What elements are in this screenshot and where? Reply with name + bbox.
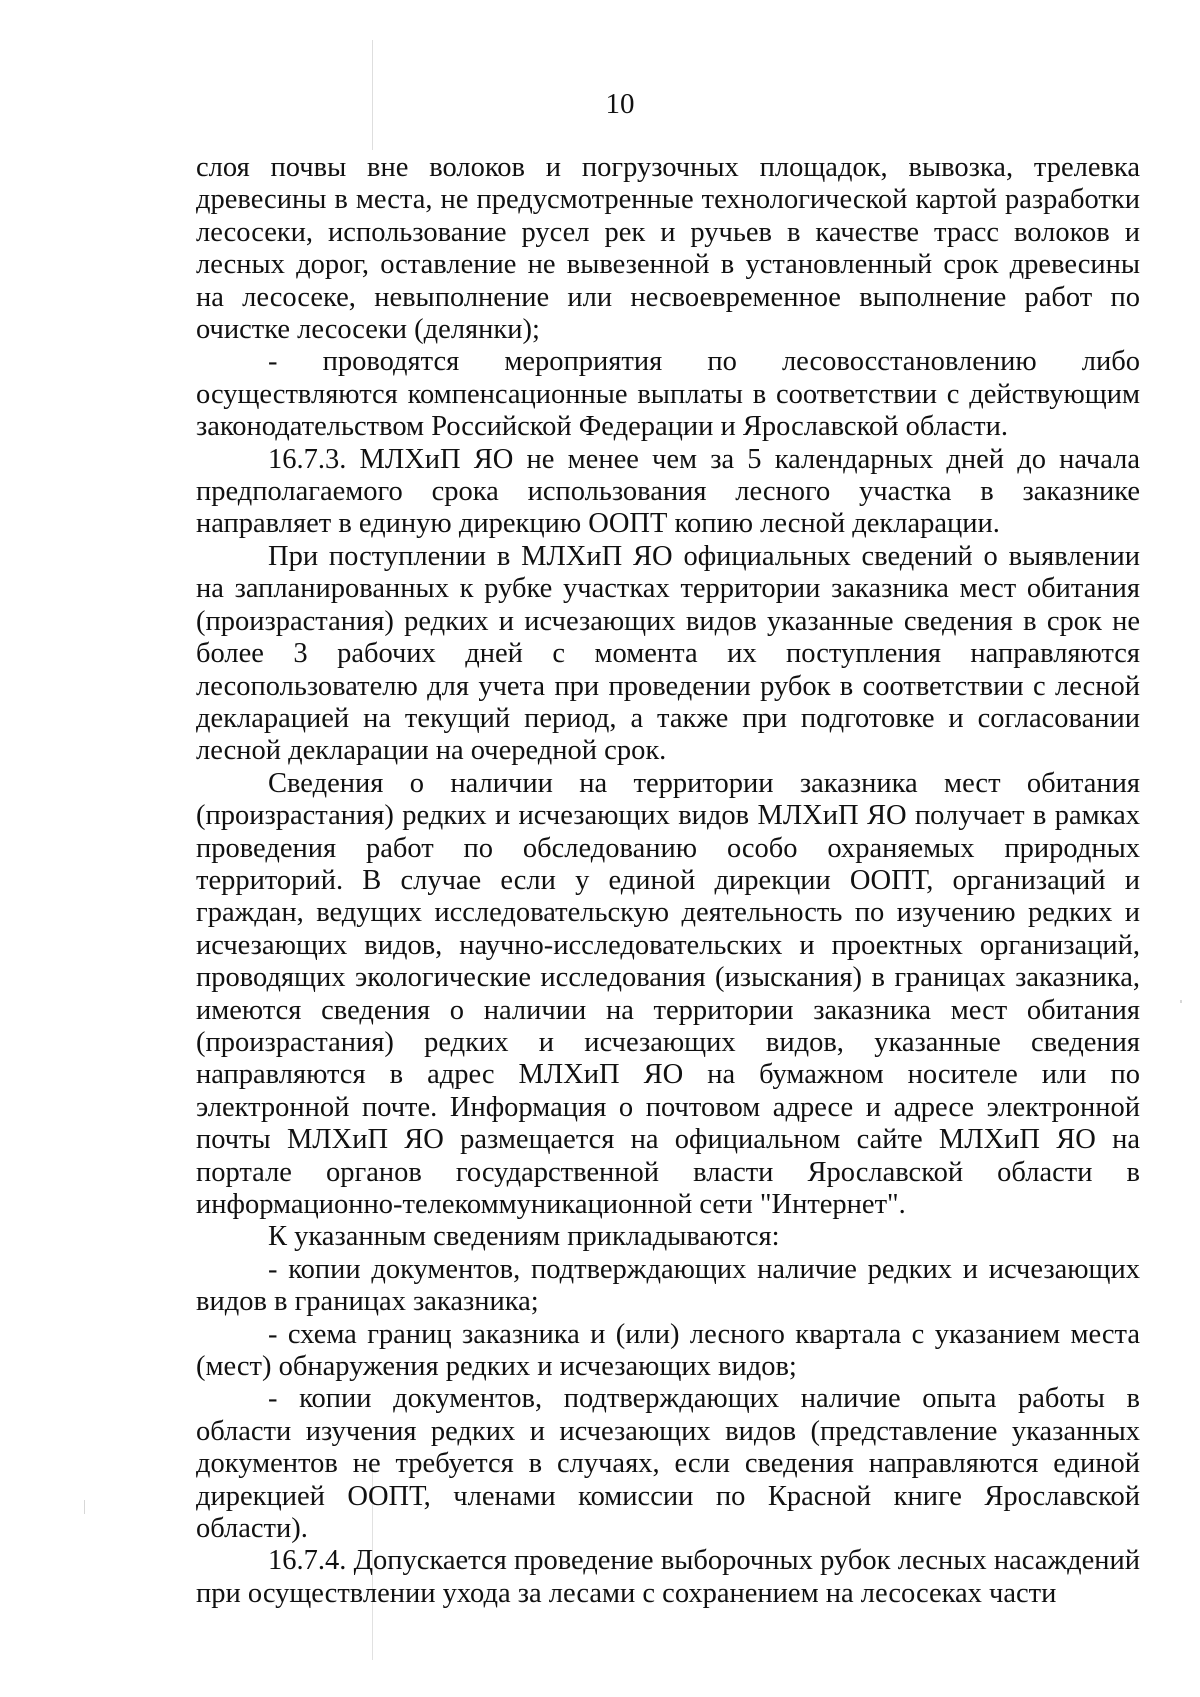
paragraph: 16.7.3. МЛХиП ЯО не менее чем за 5 календарных дней до начала предполагаемого срока использования лесного участка в заказнике направляет в единую дирекцию ООПТ копию лесной декларации. [196, 443, 1140, 540]
paragraph: слоя почвы вне волоков и погрузочных площадок, вывозка, трелевка древесины в места, не предусмотренные технологической картой разработки лесосеки, использование русел рек и ручьев в качестве трасс волоков и лесных дорог, оставление не вывезенной в установленный срок древесины на лесосеке, невыполнение или несвоевременное выполнение работ по очистке лесосеки (делянки); [196, 152, 1140, 346]
paragraph: При поступлении в МЛХиП ЯО официальных сведений о выявлении на запланированных к рубке участках территории заказника мест обитания (произрастания) редких и исчезающих видов указанные сведения в срок не более 3 рабочих дней с момента их поступления направляются лесопользователю для учета при проведении рубок в соответствии с лесной декларацией на текущий период, а также при подготовке и согласовании лесной декларации на очередной срок. [196, 540, 1140, 767]
paragraph: - копии документов, подтверждающих наличие опыта работы в области изучения редких и исчезающих видов (представление указанных документов не требуется в случаях, если сведения направляются единой дирекцией ООПТ, членами комиссии по Красной книге Ярославской области). [196, 1383, 1140, 1545]
page-number: 10 [605, 88, 635, 120]
paragraph: - копии документов, подтверждающих наличие редких и исчезающих видов в границах заказника; [196, 1253, 1140, 1318]
paragraph: К указанным сведениям прикладываются: [268, 1221, 780, 1253]
paragraph: Сведения о наличии на территории заказника мест обитания (произрастания) редких и исчезающих видов МЛХиП ЯО получает в рамках проведения работ по обследованию особо охраняемых природных территорий. В случае если у единой дирекции ООПТ, организаций и граждан, ведущих исследовательскую деятельность по изучению редких и исчезающих видов, научно-исследовательских и проектных организаций, проводящих экологические исследования (изыскания) в границах заказника, имеются сведения о наличии на территории заказника мест обитания (произрастания) редких и исчезающих видов, указанные сведения направляются в адрес МЛХиП ЯО на бумажном носителе или по электронной почте. Информация о почтовом адресе и адресе электронной почты МЛХиП ЯО размещается на официальном сайте МЛХиП ЯО на портале органов государственной власти Ярославской области в информационно-телекоммуникационной сети "Интернет". [196, 767, 1140, 1220]
body-text [196, 152, 1140, 1610]
paragraph: 16.7.4. Допускается проведение выборочных рубок лесных насаждений при осуществлении ухода за лесами с сохранением на лесосеках части [196, 1545, 1140, 1609]
scan-mark [84, 1500, 85, 1514]
scan-mark [1180, 1000, 1182, 1003]
paragraph: - схема границ заказника и (или) лесного квартала с указанием места (мест) обнаружения редких и исчезающих видов; [196, 1318, 1140, 1383]
paragraph: - проводятся мероприятия по лесовосстановлению либо осуществляются компенсационные выплаты в соответствии с действующим законодательством Российской Федерации и Ярославской области. [196, 346, 1140, 443]
